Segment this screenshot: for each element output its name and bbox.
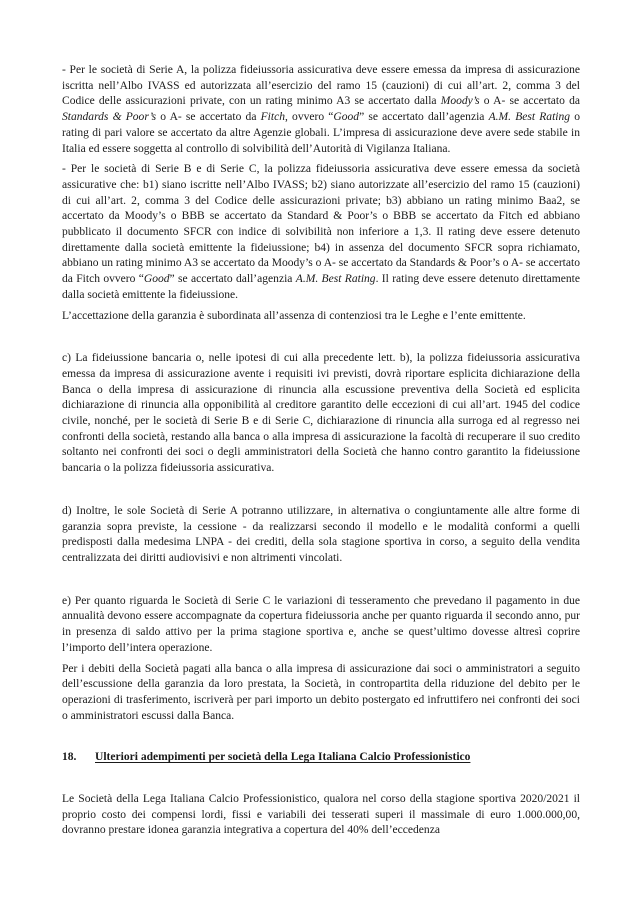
section-heading: [62, 750, 580, 766]
section-number: 18.: [62, 751, 77, 764]
paragraph-item-d: d) Inoltre, le sole Società di Serie A potranno utilizzare, in alternativa o congiuntamente alle altre forme di garanzia sopra previste, la cessione - da realizzarsi secondo il modello e le modalità conformi a quelli predisposti dalla medesima LNPA - dei crediti, della sola stagione sportiva in corso, a seguito della vendita centralizzata dei diritti audiovisivi e non altrimenti vincolati.: [62, 504, 580, 564]
agency-moodys: Moody’s: [440, 95, 480, 108]
text-run: , ovvero “: [285, 111, 334, 124]
spacer: [62, 324, 580, 351]
agency-standard-poors: Standards & Poor’s: [62, 111, 157, 124]
rating-good: Good: [143, 273, 170, 286]
text-run: ” se accertato dall’agenzia: [169, 273, 296, 286]
agency-am-best: A.M. Best Rating: [488, 111, 571, 124]
document-page: [62, 63, 580, 839]
agency-am-best: A.M. Best Rating: [295, 273, 376, 286]
paragraph-item-c: c) La fideiussione bancaria o, nelle ipotesi di cui alla precedente lett. b), la polizza fideiussoria assicurativa emessa da impresa di assicurazione avente i requisiti ivi previsti, dovrà riportare esplicita dichiarazione della Banca o della impresa di assicurazione di rinuncia alla escussione preventiva della Società ed esplicita dichiarazione di rinuncia alla opponibilità al creditore garantito delle eccezioni di cui all’art. 1945 del codice civile, nonché, per le società di Serie B e di Serie C, dichiarazione di rinuncia alla surroga ed al regresso nei confronti della società, restando alla banca o alla impresa di assicurazione la facoltà di recuperare il suo credito soltanto nei confronti dei soci o degli amministratori della Società che hanno contro garantito la fideiussione bancaria o la polizza fideiussoria assicurativa.: [62, 352, 580, 475]
section-title: Ulteriori adempimenti per società della Lega Italiana Calcio Professionistico: [95, 751, 471, 764]
spacer: [62, 766, 580, 792]
text-run: o rating di pari valore se accertato da altre Agenzie globali. L’impresa di assicurazione deve avere sede stabile in Italia ed essere soggetta al controllo di solvibilità dell’Autorità di Vigilanza Italiana.: [62, 111, 580, 155]
paragraph-serie-a-requirements: [62, 63, 580, 157]
agency-fitch: Fitch: [260, 111, 285, 124]
rating-good: Good: [333, 111, 360, 124]
text-run: . Il rating deve essere detenuto direttamente dalla società emittente la fideiussione.: [62, 273, 581, 301]
spacer: [62, 567, 580, 594]
paragraph-lega-pro-guarantee: Le Società della Lega Italiana Calcio Professionistico, qualora nel corso della stagione sportiva 2020/2021 il proprio costo dei compensi lordi, fissi e variabili dei tesserati superi il massimale di euro 1.000.000,00, dovranno prestare idonea garanzia integrativa a copertura del 40% dell’eccedenza: [62, 793, 580, 837]
paragraph-serie-b-c-requirements: [62, 162, 580, 303]
text-run: ” se accertato dall’agenzia: [359, 111, 489, 124]
spacer: [62, 724, 580, 750]
spacer: [62, 477, 580, 504]
paragraph-item-e: e) Per quanto riguarda le Società di Serie C le variazioni di tesseramento che prevedano il pagamento in due annualità devono essere accompagnate da copertura fideiussoria anche per quanto riguarda il secondo anno, pur in presenza di saldo attivo per la prima stagione sportiva e, anche se quest’ultimo dovesse altresì coprire l’importo dell’intera operazione.: [62, 594, 580, 654]
text-run: - Per le società di Serie A, la polizza fideiussoria assicurativa deve essere emessa da impresa di assicurazione iscritta nell’Albo IVASS ed autorizzata all’esercizio del ramo 15 (cauzioni) di cui all’art. 2, comma 3 del Codice delle assicurazioni private, con un rating minimo A3 se accertato dalla: [62, 64, 580, 108]
text-run: o A- se accertato da: [156, 111, 261, 124]
paragraph-guarantee-acceptance: L’accettazione della garanzia è subordinata all’assenza di contenziosi tra le Leghe e l’ente emittente.: [62, 309, 526, 322]
text-run: o A- se accertato da: [479, 95, 580, 108]
text-run: - Per le società di Serie B e di Serie C, la polizza fideiussoria assicurativa deve essere emessa da società assicurative che: b1) siano iscritte nell’Albo IVASS; b2) siano autorizzate all’esercizio del ramo 15 (cauzioni) di cui all’art. 2, comma 3 del Codice delle assicurazioni private; b3) abbiano un rating minimo Baa2, se accertato da Moody’s o BBB se accertato da Standard & Poor’s o BBB se accertato da Fitch ed abbiano pubblicato il documento SFCR con indice di solvibilità non inferiore a 1,3. Il rating deve essere detenuto direttamente dalla società emittente la fideiussione; b4) in assenza del documento SFCR sopra richiamato, abbiano un rating minimo A3 se accertato da Moody’s o A- se accertato da Standards & Poor’s o A- se accertato da Fitch ovvero “: [62, 163, 580, 286]
paragraph-debts: Per i debiti della Società pagati alla banca o alla impresa di assicurazione dai soci o amministratori a seguito dell’escussione della garanzia da loro prestata, la Società, in contropartita della riduzione del debito per le operazioni di trasferimento, iscriverà per pari importo un debito postergato ed infruttifero nei confronti dei soci o amministratori escussi dalla Banca.: [62, 662, 580, 722]
